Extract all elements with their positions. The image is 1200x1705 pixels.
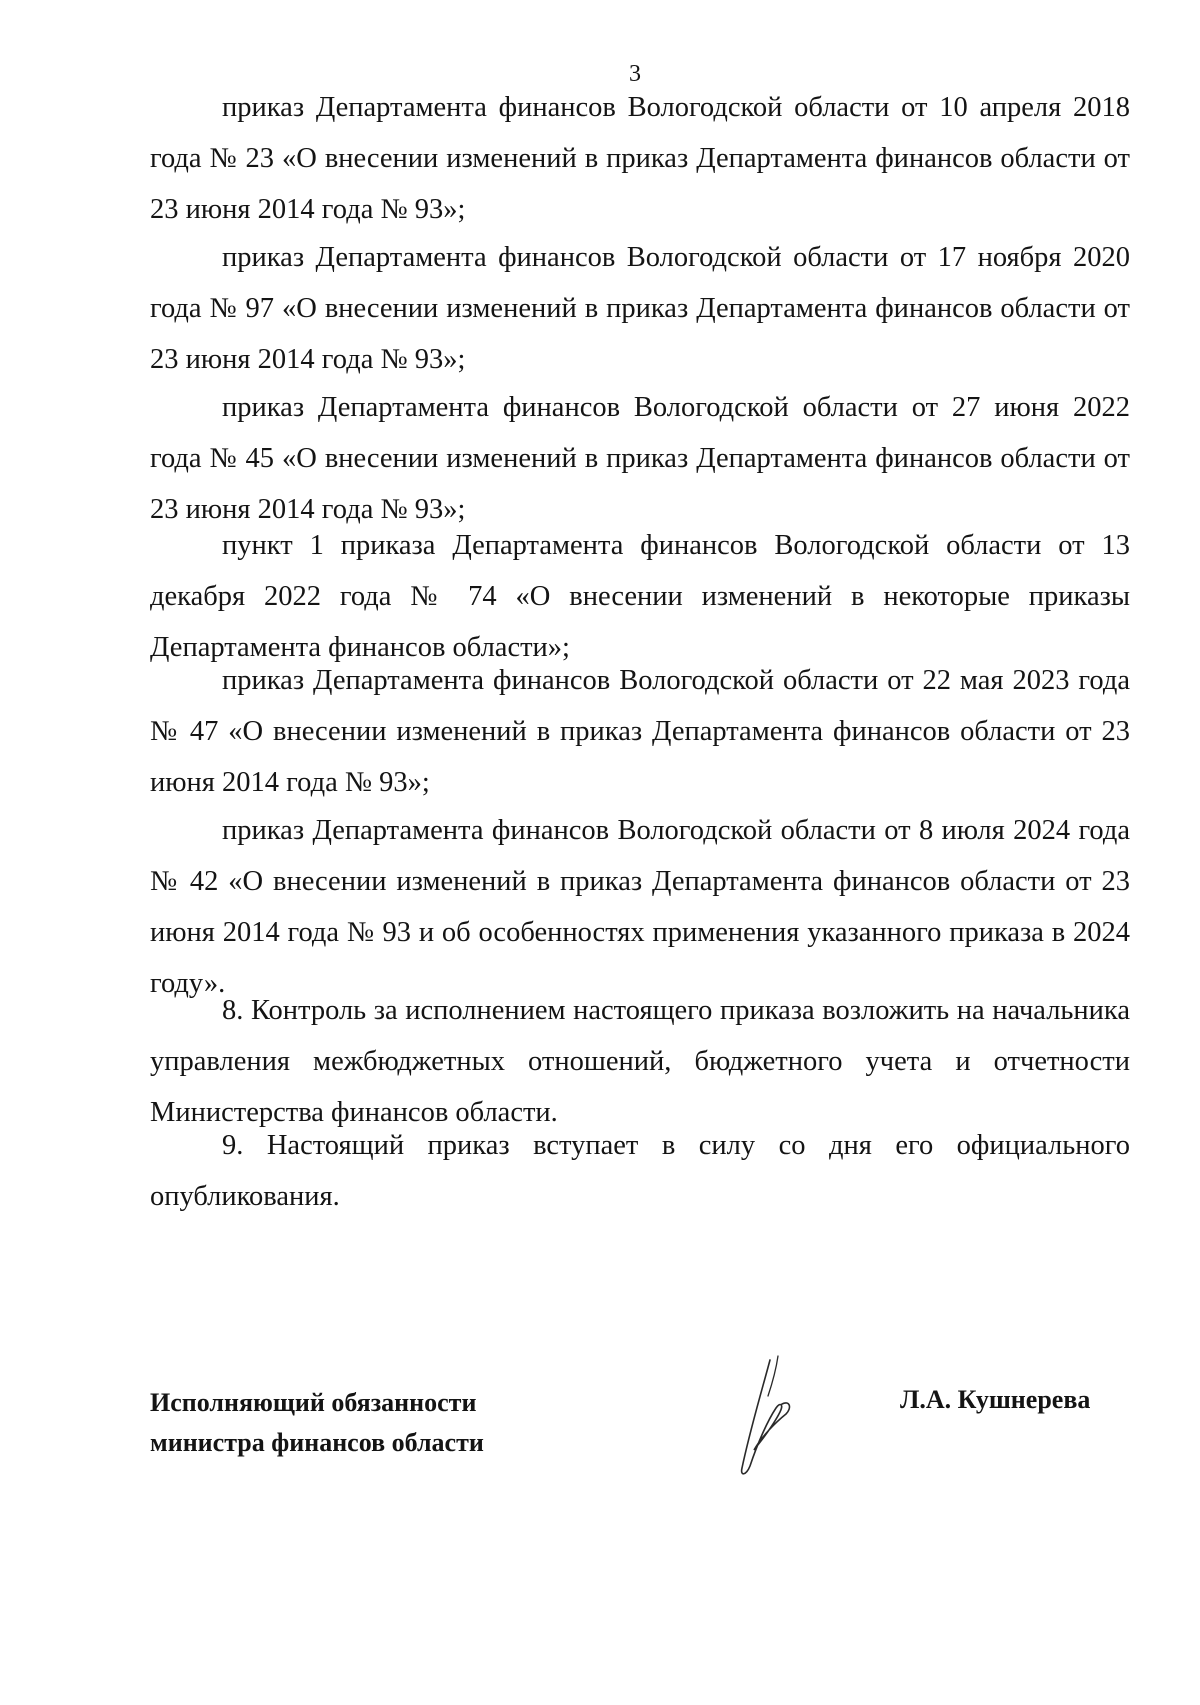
paragraph-order-2020: приказ Департамента финансов Вологодской области от 17 ноября 2020 года № 97 «О внесении изменений в приказ Департамента финансов области от 23 июня 2014 года № 93»;: [150, 242, 1130, 375]
signatory-title-line-2: министра финансов области: [150, 1428, 484, 1457]
paragraph-order-2023: приказ Департамента финансов Вологодской области от 22 мая 2023 года № 47 «О внесении изменений в приказ Департамента финансов области от 23 июня 2014 года № 93»;: [150, 665, 1130, 798]
paragraph-order-2024: приказ Департамента финансов Вологодской области от 8 июля 2024 года № 42 «О внесении изменений в приказ Департамента финансов области от 23 июня 2014 года № 93 и об особенностях применения указанного приказа в 2024 году».: [150, 815, 1130, 999]
page-number: 3: [629, 61, 641, 87]
signatory-title: [150, 1383, 484, 1463]
handwritten-signature: [720, 1350, 810, 1480]
paragraph-order-2018: приказ Департамента финансов Вологодской области от 10 апреля 2018 года № 23 «О внесении изменений в приказ Департамента финансов области от 23 июня 2014 года № 93»;: [150, 92, 1130, 225]
signatory-name: Л.А. Кушнерева: [900, 1385, 1091, 1414]
paragraph-item-8: 8. Контроль за исполнением настоящего приказа возложить на начальника управления межбюджетных отношений, бюджетного учета и отчетности Министерства финансов области.: [150, 995, 1130, 1128]
paragraph-order-2022-december: пункт 1 приказа Департамента финансов Вологодской области от 13 декабря 2022 года № 74 «О внесении изменений в некоторые приказы Департамента финансов области»;: [150, 530, 1130, 663]
paragraph-item-9: 9. Настоящий приказ вступает в силу со дня его официального опубликования.: [150, 1130, 1130, 1212]
signatory-title-line-1: Исполняющий обязанности: [150, 1388, 477, 1417]
paragraph-order-2022-june: приказ Департамента финансов Вологодской области от 27 июня 2022 года № 45 «О внесении изменений в приказ Департамента финансов области от 23 июня 2014 года № 93»;: [150, 392, 1130, 525]
